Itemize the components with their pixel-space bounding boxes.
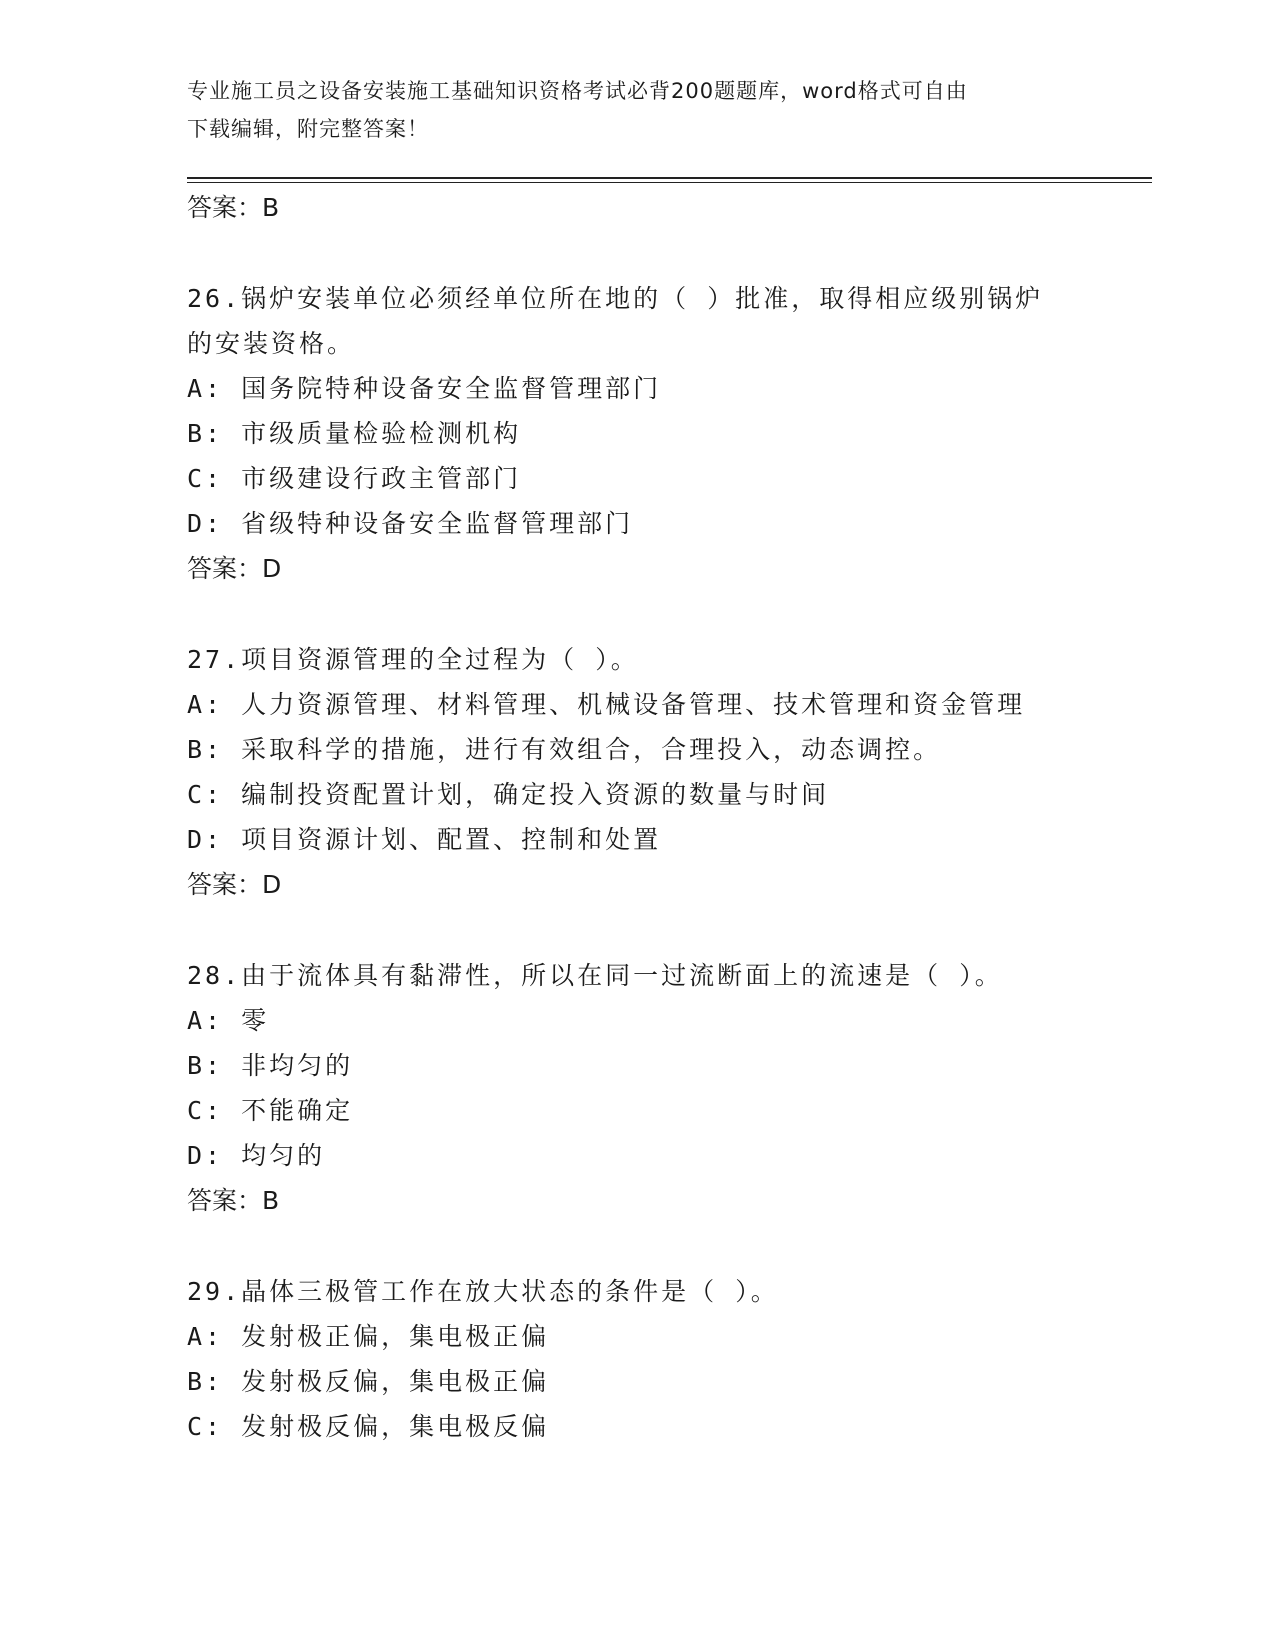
header-rule-thin: [187, 182, 1152, 183]
question-stem: 29.晶体三极管工作在放大状态的条件是（ ）。: [187, 1277, 779, 1306]
option-c: C: 不能确定: [187, 1096, 354, 1125]
answer-line: 答案：B: [187, 193, 280, 222]
option-a: A: 人力资源管理、材料管理、机械设备管理、技术管理和资金管理: [187, 690, 1026, 719]
answer-line: 答案：D: [187, 870, 282, 899]
option-d: D: 均匀的: [187, 1141, 326, 1170]
answer-line: 答案：B: [187, 1186, 280, 1215]
question-list: [187, 185, 1087, 1449]
option-a: A: 发射极正偏，集电极正偏: [187, 1322, 550, 1351]
option-d: D: 省级特种设备安全监督管理部门: [187, 509, 634, 538]
document-header: [187, 72, 1087, 148]
option-b: B: 非均匀的: [187, 1051, 354, 1080]
option-a: A: 国务院特种设备安全监督管理部门: [187, 374, 662, 403]
option-b: B: 市级质量检验检测机构: [187, 419, 522, 448]
header-rule-thick: [187, 177, 1152, 179]
question-block: [187, 276, 1087, 591]
question-stem: 27.项目资源管理的全过程为（ ）。: [187, 645, 639, 674]
option-c: C: 编制投资配置计划，确定投入资源的数量与时间: [187, 780, 830, 809]
option-d: D: 项目资源计划、配置、控制和处置: [187, 825, 662, 854]
answer-line: 答案：D: [187, 554, 282, 583]
question-stem: 的安装资格。: [187, 329, 356, 358]
option-a: A: 零: [187, 1006, 270, 1035]
option-b: B: 采取科学的措施，进行有效组合，合理投入，动态调控。: [187, 735, 942, 764]
option-b: B: 发射极反偏，集电极正偏: [187, 1367, 550, 1396]
question-block: [187, 1269, 1087, 1449]
option-c: C: 发射极反偏，集电极反偏: [187, 1412, 550, 1441]
question-stem: 28.由于流体具有黏滞性，所以在同一过流断面上的流速是（ ）。: [187, 961, 1003, 990]
question-block: [187, 637, 1087, 907]
header-line-1: 专业施工员之设备安装施工基础知识资格考试必背200题题库，word格式可自由: [187, 79, 968, 103]
question-block: [187, 953, 1087, 1223]
question-stem: 26.锅炉安装单位必须经单位所在地的（ ）批准，取得相应级别锅炉: [187, 284, 1044, 313]
header-line-2: 下载编辑，附完整答案！: [187, 117, 429, 141]
option-c: C: 市级建设行政主管部门: [187, 464, 522, 493]
